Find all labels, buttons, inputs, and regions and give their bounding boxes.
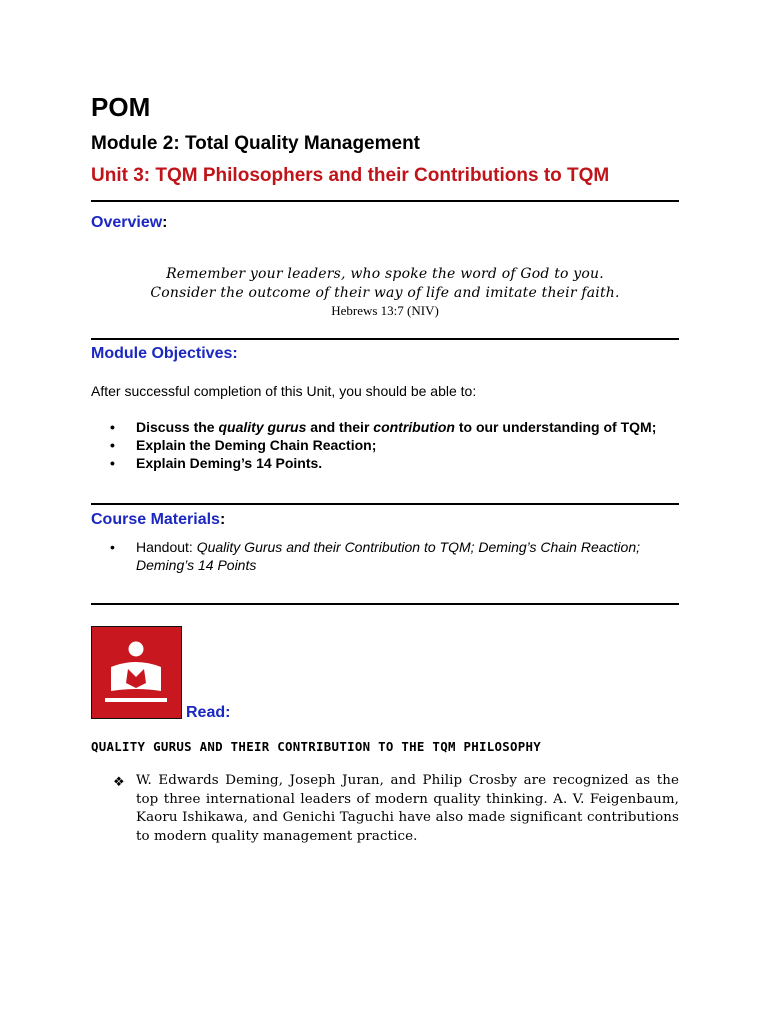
gurus-paragraph: W. Edwards Deming, Joseph Juran, and Philip Crosby are recognized as the top three international leaders of modern quality thinking. A. V. Feigenbaum, Kaoru Ishikawa, and Genichi Taguchi have also made significant contributions to modern quality management practice. bbox=[136, 773, 679, 844]
bullet-icon: • bbox=[110, 455, 115, 471]
materials-heading-colon: : bbox=[219, 511, 226, 528]
diamond-bullet-icon: ❖ bbox=[113, 774, 125, 789]
objective-emphasis: quality gurus bbox=[218, 419, 307, 435]
scripture-quote bbox=[91, 265, 679, 319]
divider bbox=[91, 200, 679, 202]
bullet-icon: • bbox=[110, 437, 115, 453]
list-item bbox=[91, 436, 679, 454]
objective-text: Explain the Deming Chain Reaction; bbox=[136, 437, 377, 453]
overview-heading-text: Overview bbox=[91, 214, 163, 231]
material-prefix: Handout: bbox=[136, 539, 197, 555]
divider bbox=[91, 603, 679, 605]
list-item bbox=[91, 454, 679, 472]
divider bbox=[91, 503, 679, 505]
bullet-icon: • bbox=[110, 419, 115, 435]
divider bbox=[91, 338, 679, 340]
materials-heading bbox=[91, 510, 225, 530]
materials-heading-text: Course Materials bbox=[91, 511, 220, 528]
quote-reference: Hebrews 13:7 (NIV) bbox=[331, 303, 439, 318]
reading-heading: QUALITY GURUS AND THEIR CONTRIBUTION TO THE TQM PHILOSOPHY bbox=[91, 739, 542, 754]
list-item bbox=[91, 418, 679, 436]
reading-person-icon bbox=[91, 626, 182, 719]
objectives-heading: Module Objectives: bbox=[91, 345, 238, 362]
objective-emphasis: contribution bbox=[373, 419, 455, 435]
objective-text: and their bbox=[306, 419, 374, 435]
objectives-list bbox=[91, 418, 679, 472]
objectives-intro: After successful completion of this Unit, you should be able to: bbox=[91, 383, 477, 399]
objective-text: Explain Deming’s 14 Points. bbox=[136, 455, 323, 471]
overview-heading-colon: : bbox=[162, 214, 168, 231]
objective-text: Discuss the bbox=[136, 419, 219, 435]
materials-list bbox=[91, 538, 679, 574]
module-title: Module 2: Total Quality Management bbox=[91, 133, 421, 154]
material-text: Quality Gurus and their Contribution to TQM; Deming’s Chain Reaction; Deming’s 14 Points bbox=[136, 539, 640, 573]
read-label: Read: bbox=[186, 704, 231, 721]
quote-line-2: Consider the outcome of their way of life and imitate their faith. bbox=[150, 285, 620, 301]
quote-line-1: Remember your leaders, who spoke the word of God to you. bbox=[166, 266, 604, 282]
unit-title: Unit 3: TQM Philosophers and their Contributions to TQM bbox=[91, 165, 610, 186]
gurus-item bbox=[91, 772, 679, 846]
objective-text: to our understanding of TQM; bbox=[454, 419, 657, 435]
bullet-icon: • bbox=[110, 539, 115, 555]
document-title: POM bbox=[91, 92, 151, 122]
list-item bbox=[91, 538, 679, 574]
overview-heading bbox=[91, 213, 167, 233]
